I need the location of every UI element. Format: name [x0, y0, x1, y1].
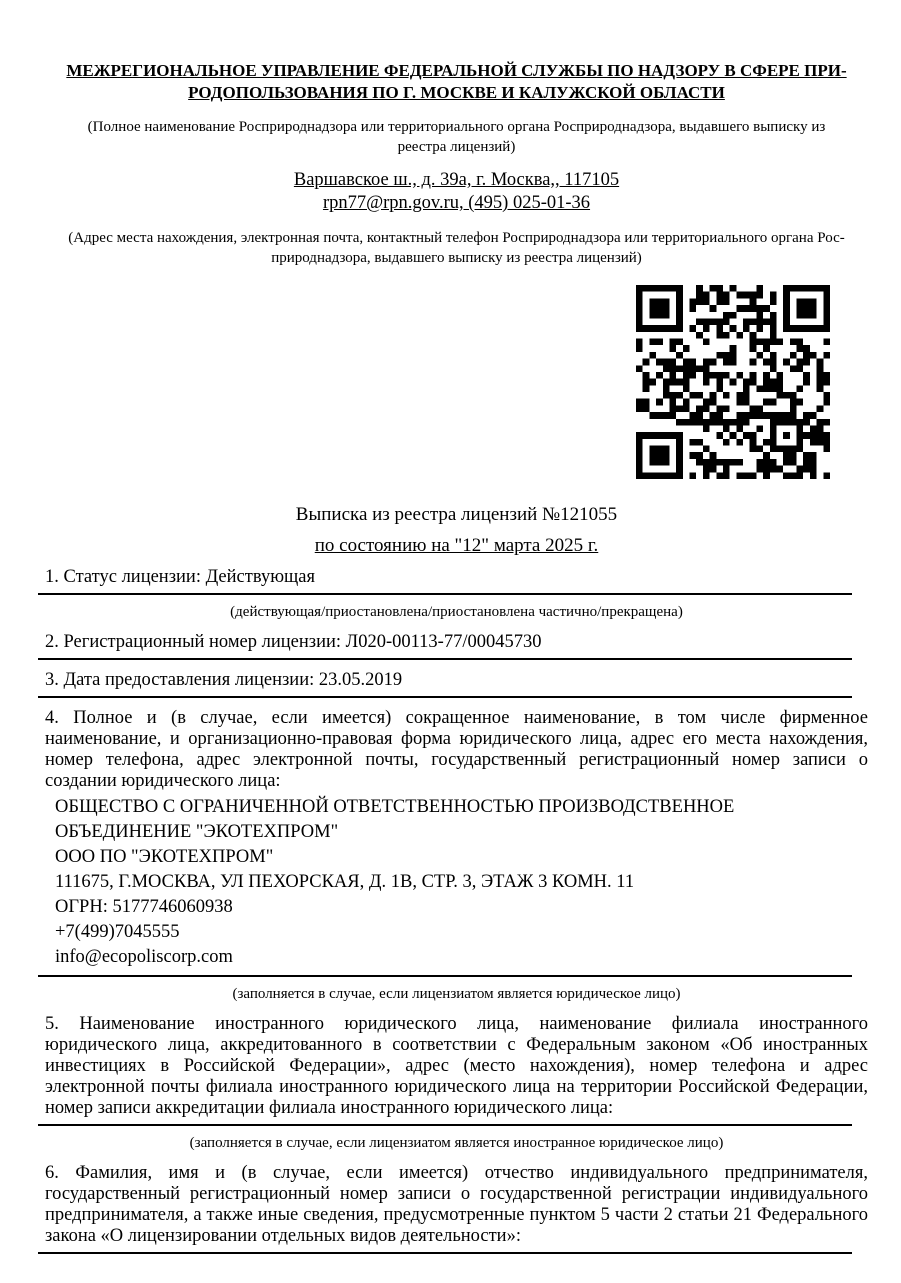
- authority-address-note: [45, 228, 868, 268]
- authority-address: Варшавское ш., д. 39а, г. Москва,, 117105: [293, 170, 620, 190]
- authority-name: [45, 60, 868, 104]
- authority-name-note-line-2: реестра лицензий): [397, 139, 516, 155]
- section-5-note: (заполняется в случае, если лицензиатом является иностранное юридическое лицо): [189, 1135, 724, 1151]
- section-5-heading: 5. Наименование иностранного юридического лица, наименование филиала иностранного юридического лица, аккредитованного в соответствии с Федеральным законом «Об иностранных инвестициях в Российской Федерации», адрес (место нахождения), номер телефона и адрес электронной почты филиала иностранного юридического лица на территории Российской Федерации, номер записи аккредитации филиала иностранного юридического лица:: [45, 1014, 868, 1118]
- licensee-address: 111675, Г.МОСКВА, УЛ ПЕХОРСКАЯ, Д. 1В, СТР. 3, ЭТАЖ 3 КОМН. 11: [55, 872, 635, 892]
- section-6-heading: 6. Фамилия, имя и (в случае, если имеется) отчество индивидуального предпринимателя, государственный регистрационный номер записи о государственной регистрации индивидуального предпринимателя, а также иные сведения, предусмотренные пунктом 5 части 2 статьи 21 Федерального закона «О лицензировании отдельных видов деятельности»:: [45, 1163, 868, 1246]
- section-1-note: (действующая/приостановлена/приостановлена частично/прекращена): [230, 604, 683, 620]
- qr-code: [636, 284, 830, 480]
- authority-name-line-2: РОДОПОЛЬЗОВАНИЯ ПО Г. МОСКВЕ И КАЛУЖСКОЙ ОБЛАСТИ: [188, 83, 725, 102]
- divider: [38, 975, 852, 977]
- divider: [38, 1124, 852, 1126]
- section-2-reg-number: 2. Регистрационный номер лицензии: Л020-00113-77/00045730: [45, 632, 542, 652]
- authority-name-line-1: МЕЖРЕГИОНАЛЬНОЕ УПРАВЛЕНИЕ ФЕДЕРАЛЬНОЙ СЛУЖБЫ ПО НАДЗОРУ В СФЕРЕ ПРИ-: [66, 61, 847, 80]
- licensee-short-name: ООО ПО "ЭКОТЕХПРОМ": [55, 847, 274, 867]
- licensee-ogrn: ОГРН: 5177746060938: [55, 897, 233, 917]
- licensee-phone: +7(499)7045555: [55, 922, 180, 942]
- document-title: Выписка из реестра лицензий №121055: [295, 504, 618, 525]
- divider: [38, 696, 852, 698]
- authority-name-note: [45, 117, 868, 157]
- qr-row: [45, 284, 868, 480]
- authority-contact: rpn77@rpn.gov.ru, (495) 025-01-36: [322, 193, 591, 213]
- divider: [38, 658, 852, 660]
- section-4-note: (заполняется в случае, если лицензиатом является юридическое лицо): [232, 986, 681, 1002]
- section-3-grant-date: 3. Дата предоставления лицензии: 23.05.2019: [45, 670, 403, 690]
- authority-address-block: [45, 169, 868, 215]
- licensee-full-name: ОБЩЕСТВО С ОГРАНИЧЕННОЙ ОТВЕТСТВЕННОСТЬЮ ПРОИЗВОДСТВЕННОЕ ОБЪЕДИНЕНИЕ "ЭКОТЕХПРОМ": [55, 797, 735, 842]
- section-1-status: 1. Статус лицензии: Действующая: [45, 567, 315, 587]
- authority-address-note-line-2: природнадзора, выдавшего выписку из реестра лицензий): [271, 250, 642, 266]
- licensee-email: info@ecopoliscorp.com: [55, 947, 233, 967]
- divider: [38, 593, 852, 595]
- divider: [38, 1252, 852, 1254]
- authority-address-note-line-1: (Адрес места нахождения, электронная почта, контактный телефон Росприроднадзора или территориального органа Рос-: [68, 230, 845, 246]
- section-4-values: [45, 795, 868, 970]
- authority-name-note-line-1: (Полное наименование Росприроднадзора или территориального органа Росприроднадзора, выдавшего выписку из: [87, 119, 826, 135]
- section-4-heading: 4. Полное и (в случае, если имеется) сокращенное наименование, в том числе фирменное наименование, и организационно-правовая форма юридического лица, адрес его места нахождения, номер телефона, адрес электронной почты, государственный регистрационный номер записи о создании юридического лица:: [45, 708, 868, 791]
- document-date-line: по состоянию на "12" марта 2025 г.: [314, 535, 599, 556]
